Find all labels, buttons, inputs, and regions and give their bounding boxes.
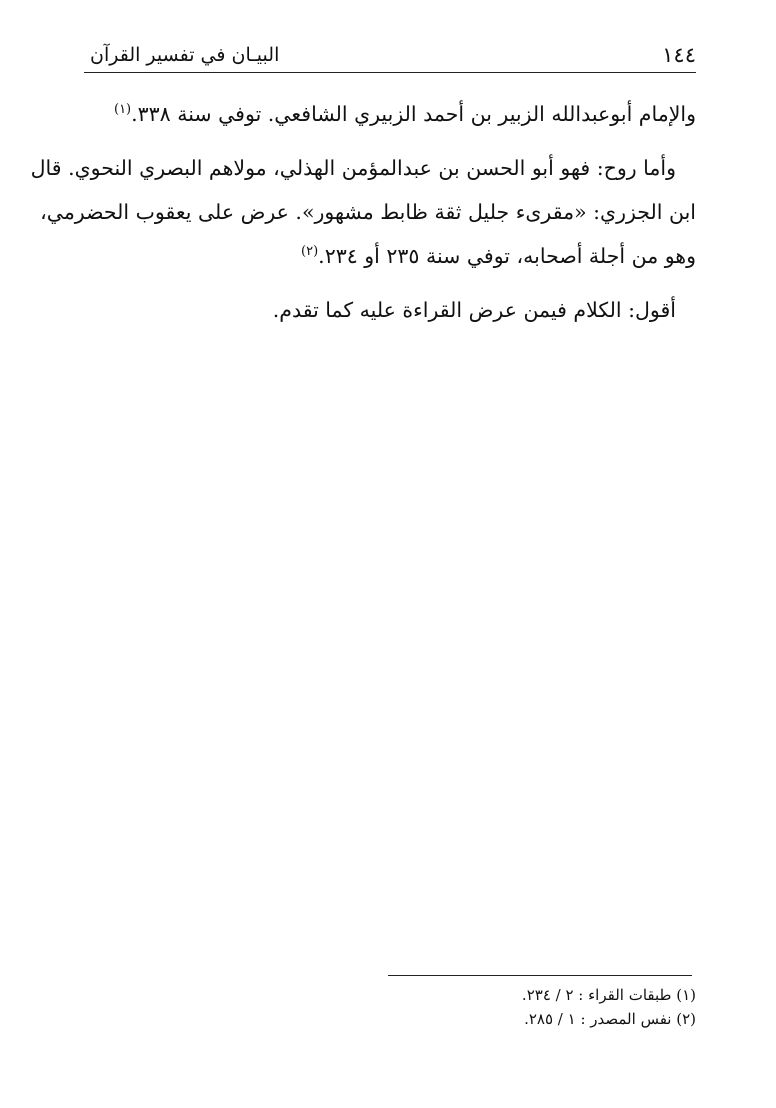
paragraph-text: والإمام أبوعبدالله الزبير بن أحمد الزبيري الشافعي. توفي سنة ٣٣٨. [131, 102, 696, 126]
paragraph-line [84, 92, 696, 136]
paragraph-aqul [84, 288, 696, 332]
paragraph-line: أقول: الكلام فيمن عرض القراءة عليه كما تقدم. [272, 298, 676, 322]
footnote-2: (٢) نفس المصدر : ١ / ٢٨٥. [524, 1010, 696, 1028]
paragraph-rawh [30, 146, 696, 278]
paragraph-line: ابن الجزري: «مقرىء جليل ثقة ظابط مشهور». عرض على يعقوب الحضرمي، [40, 200, 696, 224]
footnote-1: (١) طبقات القراء : ٢ / ٢٣٤. [521, 986, 696, 1004]
footnote-reference-1: (١) [113, 102, 132, 118]
page-number: ١٤٤ [662, 43, 696, 67]
body-text [30, 92, 696, 332]
paragraph-line [84, 234, 696, 278]
running-header [84, 36, 696, 73]
footnote-reference-2: (٢) [301, 244, 319, 260]
running-title: البيـان في تفسير القرآن [90, 44, 280, 66]
paragraph-text: وهو من أجلة أصحابه، توفي سنة ٢٣٥ أو ٢٣٤. [318, 244, 696, 268]
footnote-divider [388, 975, 692, 976]
paragraph-line: وأما روح: فهو أبو الحسن بن عبدالمؤمن الهذلي، مولاهم البصري النحوي. قال [30, 156, 676, 180]
footnotes [84, 983, 696, 1031]
paragraph-zubayri [84, 92, 696, 136]
